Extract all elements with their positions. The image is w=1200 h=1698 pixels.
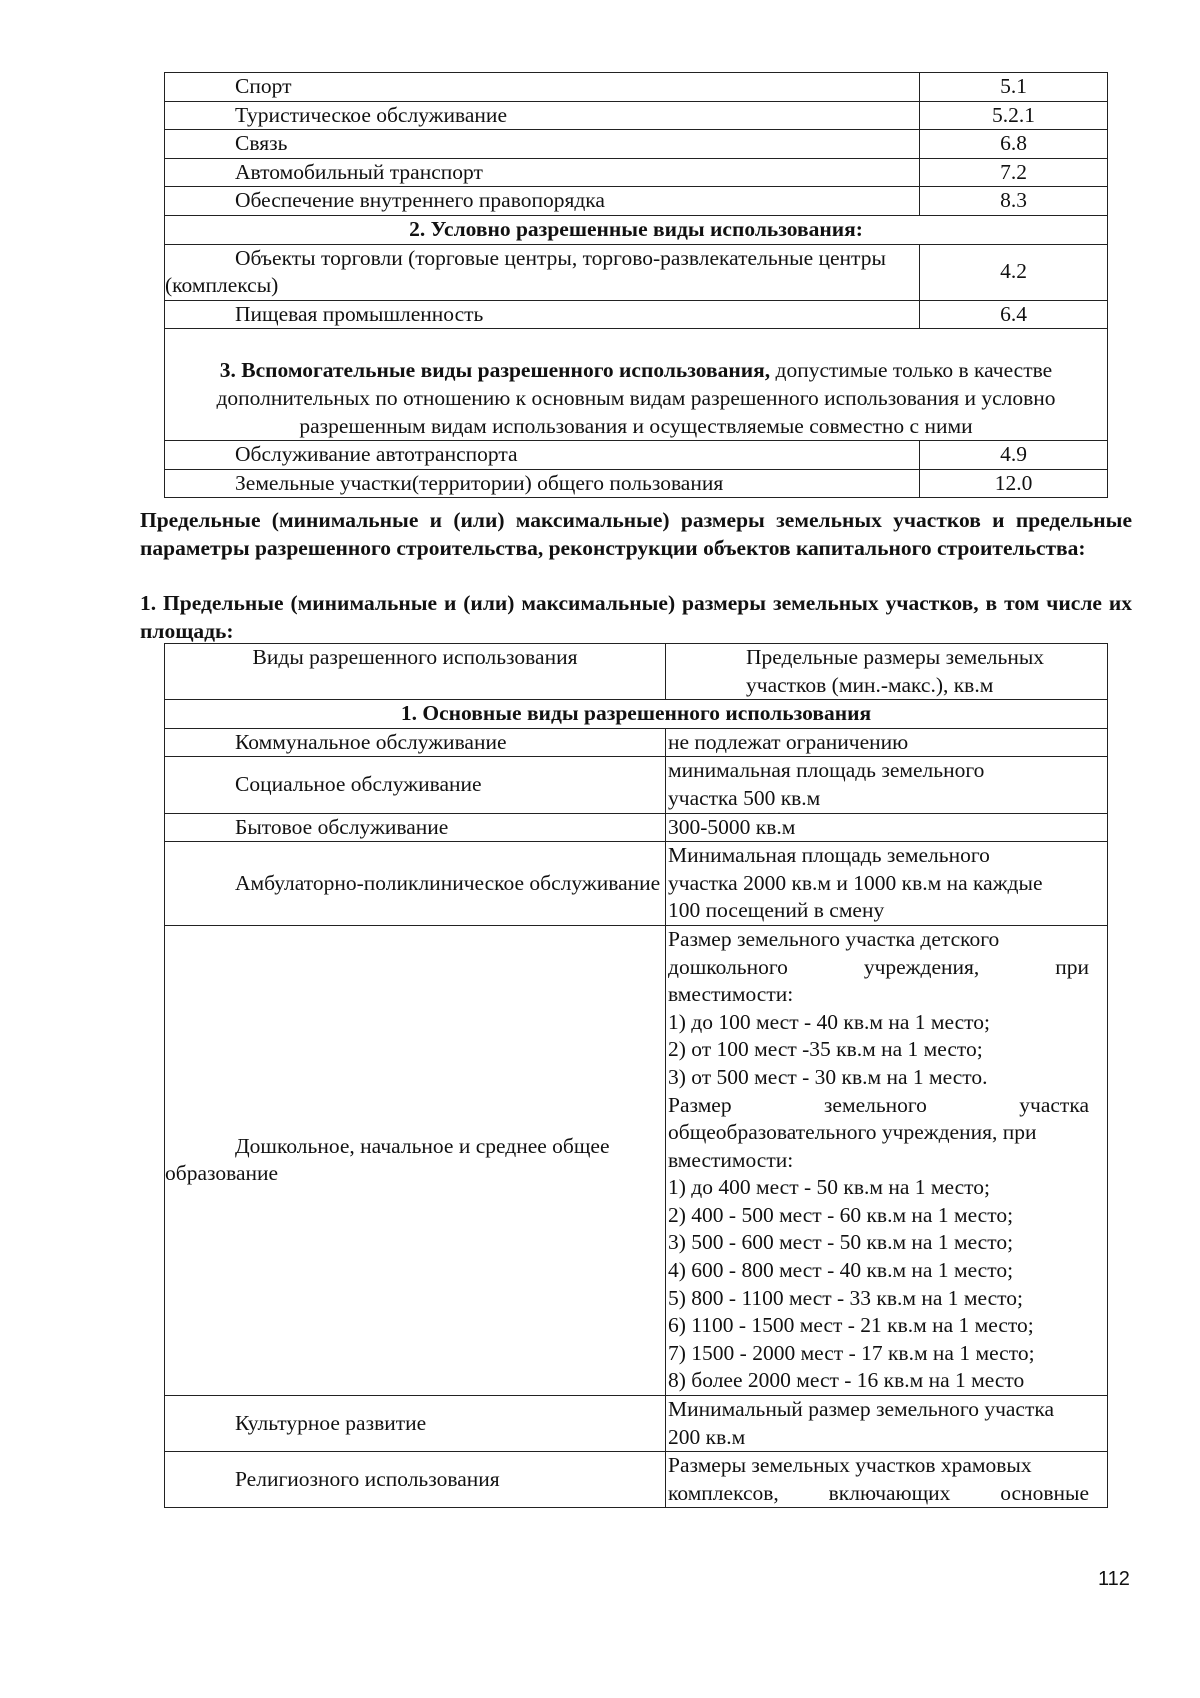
table-row (165, 842, 1108, 926)
size-limit-line: вместимости: (668, 1147, 794, 1172)
use-name: Культурное развитие (165, 1396, 666, 1452)
use-name: Связь (165, 130, 920, 159)
use-code: 4.2 (920, 244, 1108, 300)
size-limit-line: 2) 400 - 500 мест - 60 кв.м на 1 место; (668, 1202, 1014, 1227)
use-name: Автомобильный транспорт (165, 158, 920, 187)
section-title-main: 1. Основные виды разрешенного использования (165, 700, 1108, 729)
table-row (165, 441, 1108, 470)
use-name: Обслуживание автотранспорта (165, 441, 920, 470)
use-code: 5.2.1 (920, 101, 1108, 130)
table-row (165, 244, 1108, 300)
use-code: 6.8 (920, 130, 1108, 159)
size-limit (666, 1452, 1108, 1508)
column-header-size-limits: Предельные размеры земельных участков (мин.-макс.), кв.м (666, 644, 1108, 700)
table-row (165, 300, 1108, 329)
use-code: 8.3 (920, 187, 1108, 216)
size-limit-line: Минимальная площадь земельного (668, 843, 990, 868)
size-limit-line: Размер земельного участка детского (668, 926, 1000, 951)
table-row (165, 1452, 1108, 1508)
table-row (165, 101, 1108, 130)
page-number: 112 (1098, 1568, 1130, 1590)
section-header-row (165, 215, 1108, 244)
use-name: Бытовое обслуживание (165, 813, 666, 842)
use-name: Объекты торговли (торговые центры, торгово-развлекательные центры (комплексы) (165, 244, 920, 300)
section-header-row (165, 329, 1108, 441)
table-row (165, 130, 1108, 159)
table-row (165, 813, 1108, 842)
use-name: Социальное обслуживание (165, 757, 666, 813)
size-limit-line: комплексов, включающих основные (668, 1480, 1089, 1505)
use-name: Амбулаторно-поликлиническое обслуживание (165, 842, 666, 926)
size-limit-line: участка 500 кв.м (668, 785, 821, 810)
land-use-codes-table (164, 72, 1108, 498)
use-name: Обеспечение внутреннего правопорядка (165, 187, 920, 216)
use-code: 7.2 (920, 158, 1108, 187)
size-limit (666, 757, 1108, 813)
size-limit-line: 6) 1100 - 1500 мест - 21 кв.м на 1 место; (668, 1313, 1034, 1338)
table-row (165, 1396, 1108, 1452)
plot-size-limits-table (164, 643, 1108, 1508)
size-limit-line: 8) более 2000 мест - 16 кв.м на 1 место (668, 1368, 1025, 1393)
use-code: 12.0 (920, 469, 1108, 498)
size-limit-line: 3) от 500 мест - 30 кв.м на 1 место. (668, 1064, 988, 1089)
use-name: Религиозного использования (165, 1452, 666, 1508)
size-limit-line: Размер земельного участка (668, 1092, 1089, 1117)
section-title-bold: 3. Вспомогательные виды разрешенного использования, (219, 358, 771, 383)
section-title-auxiliary (165, 329, 1108, 441)
use-name: Коммунальное обслуживание (165, 728, 666, 757)
size-limit-line: участка 2000 кв.м и 1000 кв.м на каждые (668, 870, 1043, 895)
table-row (165, 757, 1108, 813)
size-limit-line: 1) до 100 мест - 40 кв.м на 1 место; (668, 1009, 990, 1034)
table-row (165, 728, 1108, 757)
section-header-row (165, 700, 1108, 729)
size-limit-line: 100 посещений в смену (668, 898, 885, 923)
header-row (165, 644, 1108, 700)
table-row (165, 469, 1108, 498)
table-row (165, 187, 1108, 216)
table-row (165, 73, 1108, 102)
use-name: Земельные участки(территории) общего пользования (165, 469, 920, 498)
limits-heading: Предельные (минимальные и (или) максимальные) размеры земельных участков и предельные параметры разрешенного строительства, реконструкции объектов капитального строительства: (140, 508, 1132, 560)
plot-size-heading: 1. Предельные (минимальные и (или) максимальные) размеры земельных участков, в том числе их площадь: (140, 591, 1132, 643)
section-title-conditional: 2. Условно разрешенные виды использования: (165, 215, 1108, 244)
size-limit (666, 842, 1108, 926)
size-limit-line: Размеры земельных участков храмовых (668, 1453, 1032, 1478)
use-code: 4.9 (920, 441, 1108, 470)
use-name: Туристическое обслуживание (165, 101, 920, 130)
use-name: Спорт (165, 73, 920, 102)
size-limit-line: 3) 500 - 600 мест - 50 кв.м на 1 место; (668, 1230, 1014, 1255)
use-name: Дошкольное, начальное и среднее общее образование (165, 925, 666, 1395)
use-code: 6.4 (920, 300, 1108, 329)
size-limit (666, 1396, 1108, 1452)
size-limit-line: не подлежат ограничению (668, 729, 909, 754)
section-title-rest: допустимые только в качестве дополнительных по отношению к основным видам разрешенного использования и условно разрешенным видам использования и осуществляемые совместно с ними (216, 358, 1056, 438)
size-limit-line: 4) 600 - 800 мест - 40 кв.м на 1 место; (668, 1258, 1014, 1283)
use-name: Пищевая промышленность (165, 300, 920, 329)
size-limit-line: Минимальный размер земельного участка (668, 1397, 1055, 1422)
size-limit-line: 1) до 400 мест - 50 кв.м на 1 место; (668, 1175, 990, 1200)
size-limit (666, 813, 1108, 842)
size-limit-line: 200 кв.м (668, 1424, 746, 1449)
size-limit (666, 925, 1108, 1395)
size-limit-line: вместимости: (668, 982, 794, 1007)
size-limit-line: 5) 800 - 1100 мест - 33 кв.м на 1 место; (668, 1285, 1023, 1310)
size-limit-line: 2) от 100 мест -35 кв.м на 1 место; (668, 1037, 983, 1062)
size-limit-line: 300-5000 кв.м (668, 814, 796, 839)
size-limit-line: общеобразовательного учреждения, при (668, 1120, 1037, 1145)
size-limit-line: дошкольного учреждения, при (668, 954, 1089, 979)
column-header-use-types: Виды разрешенного использования (165, 644, 666, 700)
size-limit-line: минимальная площадь земельного (668, 758, 985, 783)
table-row (165, 158, 1108, 187)
size-limit (666, 728, 1108, 757)
size-limit-line: 7) 1500 - 2000 мест - 17 кв.м на 1 место; (668, 1340, 1035, 1365)
use-code: 5.1 (920, 73, 1108, 102)
table-row (165, 925, 1108, 1395)
